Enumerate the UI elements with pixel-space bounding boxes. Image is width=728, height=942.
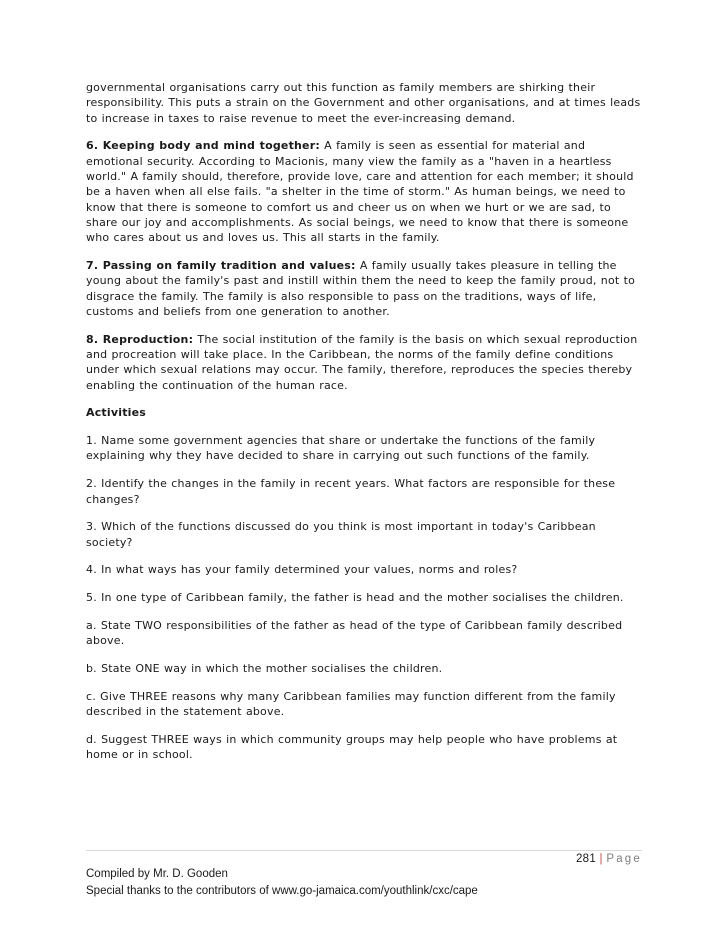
activity-item: 1. Name some government agencies that share or undertake the functions of the family explaining why they have decided to share in carrying out such functions of the family. bbox=[86, 434, 596, 463]
footer-compiled-by: Compiled by Mr. D. Gooden bbox=[86, 868, 228, 880]
paragraph-text: A family usually takes pleasure in telling the young about the family's past and instill within them the need to keep the family proud, not to disgrace the family. The family is also responsible to pass on the traditions, ways of life, customs and beliefs from one generation to another. bbox=[86, 258, 636, 318]
activity-item: 2. Identify the changes in the family in recent years. What factors are responsible for these changes? bbox=[86, 477, 616, 506]
activity-item: 3. Which of the functions discussed do you think is most important in today's Caribbean society? bbox=[86, 520, 596, 549]
activity-item: c. Give THREE reasons why many Caribbean families may function different from the family described in the statement above. bbox=[86, 689, 616, 719]
paragraph-text: A family is seen as essential for material and emotional security. According to Macionis, many view the family as a "haven in a heartless world." A family should, therefore, provide love, care and attention for each member; it should be a haven when all else fails. "a shelter in the time of storm." As human beings, we need to know that there is someone to comfort us and cheer us on when we hurt or we are sad, to share our joy and accomplishments. As social beings, we need to know that there is someone who cares about us and loves us. This all starts in the family. bbox=[86, 139, 634, 245]
paragraph-title: 8. Reproduction: bbox=[86, 332, 194, 346]
activity-item: 5. In one type of Caribbean family, the father is head and the mother socialises the children. bbox=[86, 591, 624, 605]
paragraph-intro: governmental organisations carry out this function as family members are shirking their responsibility. This puts a strain on the Government and other organisations, and at times leads to increase in taxes to raise revenue to meet the ever-increasing demand. bbox=[86, 81, 641, 125]
page-word: Page bbox=[606, 853, 642, 865]
paragraph-text: The social institution of the family is the basis on which sexual reproduction and procreation will take place. In the Caribbean, the norms of the family define conditions under which sexual relations may occur. The family, therefore, reproduces the species thereby enabling the continuation of the human race. bbox=[86, 332, 638, 392]
footer-thanks: Special thanks to the contributors of www.go-jamaica.com/youthlink/cxc/cape bbox=[86, 885, 478, 897]
page-number bbox=[576, 853, 642, 865]
page-number-value: 281 bbox=[575, 853, 597, 865]
paragraph-title: 6. Keeping body and mind together: bbox=[86, 139, 320, 153]
activity-item: d. Suggest THREE ways in which community groups may help people who have problems at home or in school. bbox=[86, 733, 618, 762]
paragraph-title: 7. Passing on family tradition and values: bbox=[86, 258, 356, 272]
paragraph-keeping-body-and-mind bbox=[86, 138, 642, 245]
activity-item: a. State TWO responsibilities of the father as head of the type of Caribbean family described above. bbox=[86, 619, 623, 648]
footer bbox=[86, 866, 478, 900]
page-body bbox=[86, 80, 642, 775]
activity-item: 4. In what ways has your family determined your values, norms and roles? bbox=[86, 563, 518, 577]
paragraph-reproduction bbox=[86, 332, 642, 393]
paragraph-family-tradition bbox=[86, 258, 642, 319]
page-number-separator: | bbox=[599, 853, 603, 865]
activity-item: b. State ONE way in which the mother socialises the children. bbox=[86, 662, 443, 676]
activities-heading: Activities bbox=[86, 406, 147, 420]
footer-divider bbox=[86, 850, 642, 851]
